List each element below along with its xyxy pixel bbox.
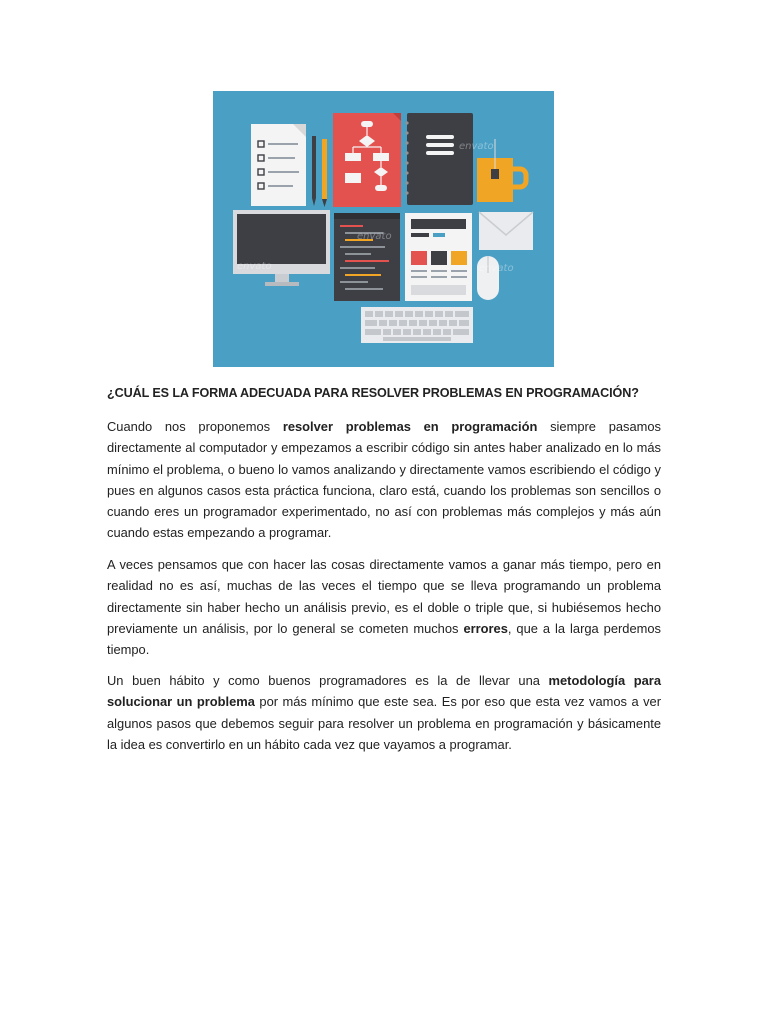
article-heading: ¿CUÁL ES LA FORMA ADECUADA PARA RESOLVER PROBLEMAS EN PROGRAMACIÓN? [107,386,639,400]
paragraph-3-bold: metodología para solucionar un problema [107,673,661,710]
flowchart-notebook-icon [333,113,401,207]
paragraph-3-text: Un buen hábito y como buenos programadores es la de llevar una [107,673,549,688]
paragraph-3-text: por más mínimo que este sea. Es por eso que esta vez vamos a ver algunos pasos que debemos seguir para resolver un problema en programación y básicamente la idea es convertirlo en un hábito cada vez que vayamos a programar. [107,694,661,752]
watermark-text: envato [479,263,514,274]
programming-tools-illustration [213,91,554,367]
paragraph-1-text: Cuando nos proponemos [107,419,283,434]
pen-icon [312,136,327,207]
web-layout-icon [405,213,472,301]
paragraph-2 [107,554,661,660]
paragraph-1-text: siempre pasamos directamente al computador y empezamos a escribir código sin antes haber analizado en lo más mínimo el problema, o bueno lo vamos analizando y directamente vamos escribiendo el código y pues en algunos casos esta práctica funciona, claro está, cuando los problemas son sencillos o cuando eres un programador experimentado, no así con problemas más complejos y más aún cuando estas empezando a programar. [107,419,661,541]
paragraph-2-text: , que a la larga perdemos tiempo. [107,620,662,658]
paragraph-1-bold: resolver problemas en programación [282,419,538,434]
envelope-icon [479,212,533,250]
keyboard-icon [361,307,473,343]
watermark-text: envato [459,141,494,152]
watermark-text: envato [237,261,272,272]
paragraph-2-text: A veces pensamos que con hacer las cosas directamente vamos a ganar más tiempo, pero en realidad no es así, muchas de las veces el tiempo que se lleva programando un problema directamente sin haber hecho un análisis previo, es el doble o triple que, si hubiésemos hecho previamente un análisis, por lo general se cometen muchos [107,557,661,636]
paragraph-1 [107,416,661,544]
monitor-icon [233,210,330,286]
code-editor-icon [334,213,400,301]
notebook-icon [405,113,473,205]
watermark-text: envato [357,231,392,242]
paragraph-2-bold: errores [463,620,508,636]
paragraph-3 [107,670,661,755]
checklist-icon [251,124,306,206]
